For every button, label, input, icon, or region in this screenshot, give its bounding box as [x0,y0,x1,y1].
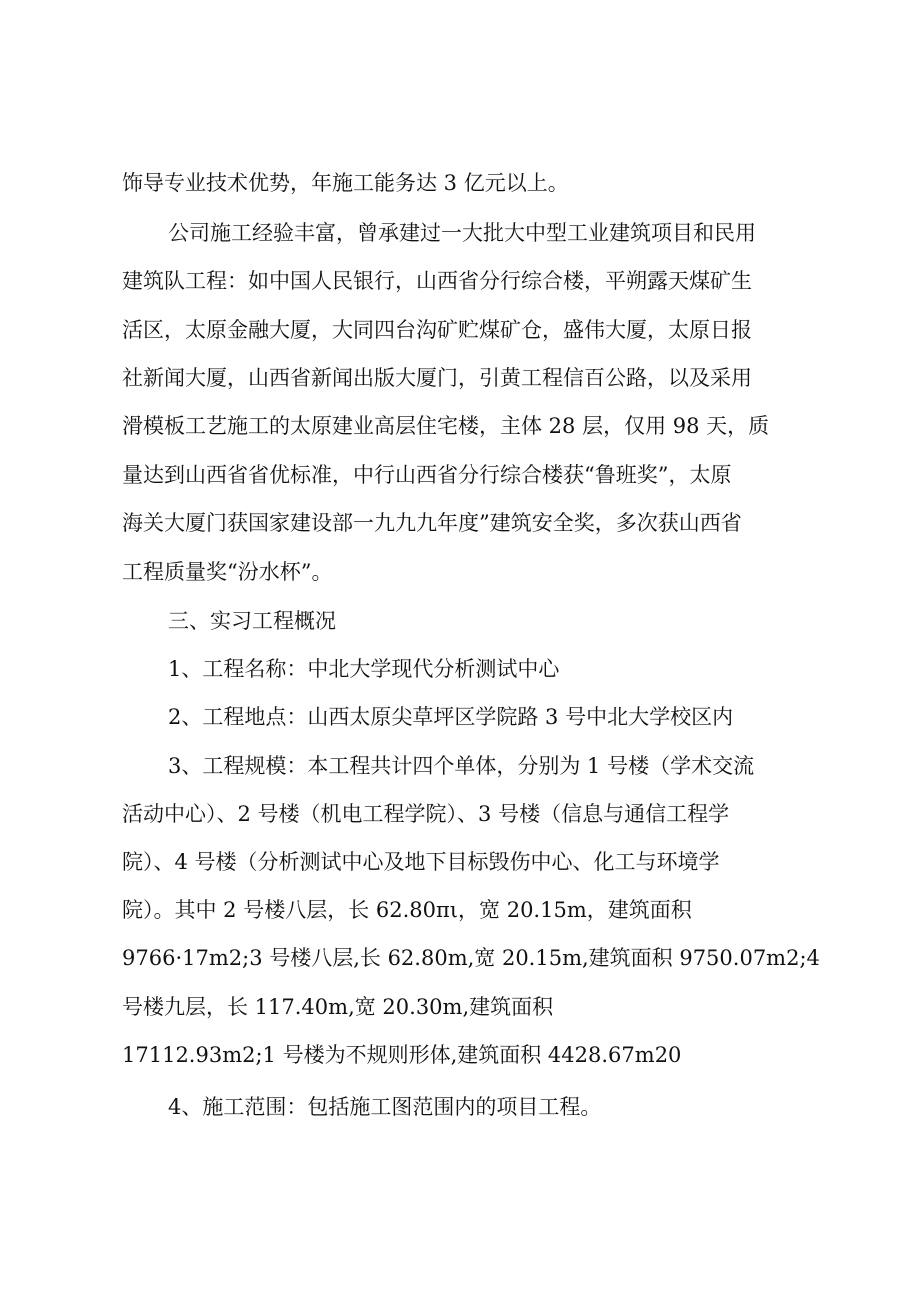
paragraph-line: 社新闻大厦，山西省新闻出版大厦门，引黄工程信百公路，以及采用 [122,366,752,390]
paragraph-line: 建筑队工程：如中国人民银行，山西省分行综合楼，平朔露天煤矿生 [122,269,752,293]
paragraph-line: 9766·17m2;3 号楼八层,长 62.80m,宽 20.15m,建筑面积 9750.07m2;4 [122,946,820,970]
paragraph-line: 海关大厦门获国家建设部一九九九年度”建筑安全奖，多次获山西省 [122,511,742,535]
paragraph-line: 号楼九层，长 117.40m,宽 20.30m,建筑面积 [122,995,554,1019]
paragraph-line: 活区，太原金融大厦，大同四台沟矿贮煤矿仓，盛伟大厦，太原日报 [122,318,752,342]
list-item: 1、工程名称：中北大学现代分析测试中心 [168,657,560,681]
paragraph-line: 活动中心）、2 号楼（机电工程学院）、3 号楼（信息与通信工程学 [122,802,730,826]
paragraph-line: 公司施工经验丰富，曾承建过一大批大中型工业建筑项目和民用 [168,221,756,245]
paragraph-line: 院）、4 号楼（分析测试中心及地下目标毁伤中心、化工与环境学 [122,850,720,874]
list-item: 4、施工范围：包括施工图范围内的项目工程。 [168,1095,602,1119]
paragraph-line: 工程质量奖“汾水杯”。 [122,560,333,584]
paragraph-line: 饰导专业技术优势，年施工能务达 3 亿元以上。 [122,171,569,195]
paragraph-line: 17112.93m2;1 号楼为不规则形体,建筑面积 4428.67m20 [122,1043,682,1067]
paragraph-line: 院）。其中 2 号楼八层，长 62.80πι，宽 20.15m，建筑面积 [122,898,692,922]
list-item: 3、工程规模：本工程共计四个单体，分别为 1 号楼（学术交流 [168,754,755,778]
paragraph-line: 滑模板工艺施工的太原建业高层住宅楼，主体 28 层，仅用 98 天，质 [122,414,770,438]
section-heading: 三、实习工程概况 [168,609,336,633]
list-item: 2、工程地点：山西太原尖草坪区学院路 3 号中北大学校区内 [168,705,734,729]
paragraph-line: 量达到山西省省优标准，中行山西省分行综合楼获“鲁班奖”，太原 [122,463,732,487]
